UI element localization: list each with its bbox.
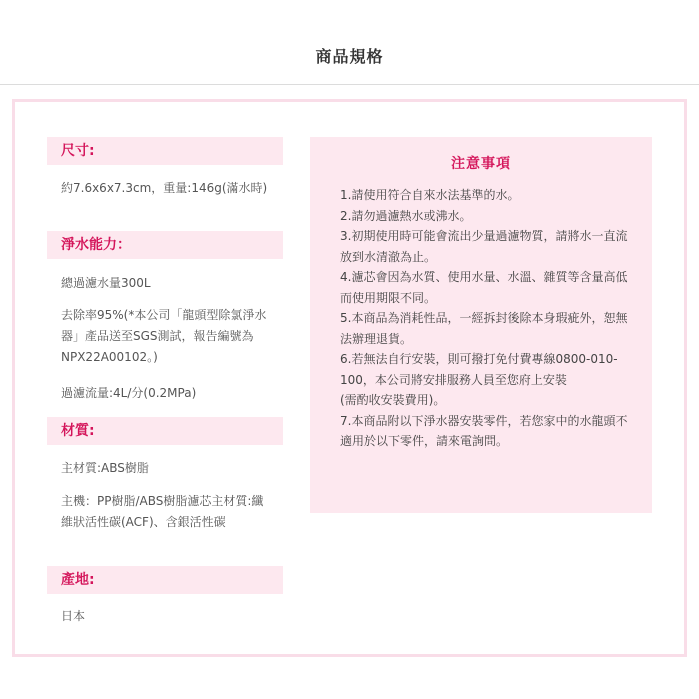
filtration-flow: 過濾流量:4L/分(0.2MPa) bbox=[61, 386, 197, 400]
notice-item: 3.初期使用時可能會流出少量過濾物質，請將水一直流放到水清澈為止。 bbox=[340, 229, 628, 264]
material-main: 主材質:ABS樹脂 bbox=[61, 461, 149, 475]
notice-item: (需酌收安裝費用)。 bbox=[340, 393, 446, 407]
notice-item: 2.請勿過濾熱水或沸水。 bbox=[340, 208, 472, 223]
size-heading: 尺寸: bbox=[47, 137, 283, 165]
material-heading: 材質: bbox=[47, 417, 283, 445]
notice-item: 1.請使用符合自來水法基準的水。 bbox=[340, 188, 520, 202]
size-text: 約7.6x6x7.3cm，重量:146g(滿水時) bbox=[61, 181, 268, 195]
notice-item: 6.若無法自行安裝，則可撥打免付費專線0800-010-100，本公司將安排服務人員至您府上安裝 bbox=[340, 352, 618, 387]
filtration-heading: 淨水能力： bbox=[47, 231, 283, 259]
page-title: 商品規格 bbox=[315, 47, 384, 66]
notice-item: 7.本商品附以下淨水器安裝零件，若您家中的水龍頭不適用於以下零件，請來電詢問。 bbox=[340, 413, 628, 448]
notice-item: 5.本商品為消耗性品，一經拆封後除本身瑕疵外，恕無法辦理退貨。 bbox=[340, 311, 628, 346]
filtration-removal: 去除率95%(*本公司「龍頭型除氯淨水器」產品送至SGS測試，報告編號為NPX22A00102。) bbox=[61, 308, 267, 364]
origin-text: 日本 bbox=[61, 609, 86, 623]
header-divider bbox=[0, 84, 699, 85]
filtration-capacity: 總過濾水量300L bbox=[61, 276, 151, 290]
notice-list bbox=[340, 185, 630, 452]
origin-heading: 產地: bbox=[47, 566, 283, 594]
notice-item: 4.濾芯會因為水質、使用水量、水溫、雜質等含量高低而使用期限不同。 bbox=[340, 270, 628, 305]
notice-panel bbox=[310, 137, 652, 513]
notice-title: 注意事項 bbox=[451, 156, 511, 172]
material-detail: 主機：PP樹脂/ABS樹脂濾芯主材質:纖維狀活性碳(ACF)、含銀活性碳 bbox=[61, 494, 264, 529]
